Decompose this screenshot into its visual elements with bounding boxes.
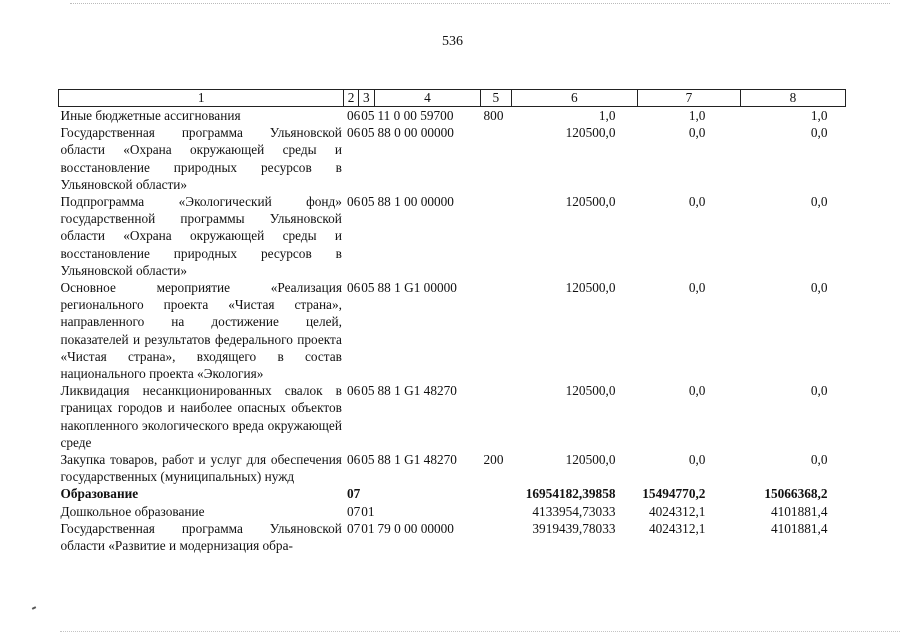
- row-amount-col7: 0,0: [688, 383, 706, 399]
- row-subsection-code: 05: [361, 194, 375, 210]
- header-cell: 2: [344, 90, 358, 107]
- row-subsection-code: 01: [361, 503, 375, 519]
- row-amount-col6: 4133954,73033: [532, 503, 616, 519]
- header-cell: 8: [740, 90, 845, 107]
- row-name: Основное мероприятие «Реализация регионального проекта «Чистая страна», направленного на достижение целей, показателей и результатов федерального проекта «Чистая страна», входящего в состав национального проекта «Экология»: [60, 280, 342, 382]
- row-amount-col6: 120500,0: [565, 280, 616, 296]
- row-target-article: [375, 485, 481, 502]
- table-row: [59, 451, 846, 485]
- budget-table: [58, 89, 846, 554]
- row-amount-col8: 0,0: [810, 383, 828, 399]
- scan-edge-top: [70, 3, 890, 4]
- table-row: [59, 279, 846, 382]
- row-section-code: 07: [346, 486, 361, 502]
- header-cell: 5: [481, 90, 512, 107]
- row-name: Ликвидация несанкционированных свалок в границах городов и наиболее опасных объектов накопленного экологического вреда окружающей среде: [60, 383, 342, 450]
- row-target-article: 88 1 G1 48270: [377, 383, 457, 399]
- row-expense-type: [481, 193, 512, 279]
- row-amount-col7: 4024312,1: [648, 503, 706, 519]
- row-expense-type: 800: [483, 108, 504, 123]
- table-row: [59, 520, 846, 554]
- row-subsection-code: [358, 485, 374, 502]
- row-section-code: 07: [346, 520, 361, 536]
- table-body: [59, 107, 846, 555]
- row-amount-col8: 1,0: [810, 108, 828, 123]
- row-name: Дошкольное образование: [60, 503, 205, 519]
- row-expense-type: [481, 382, 512, 451]
- row-amount-col6: 3919439,78033: [532, 520, 616, 536]
- header-cell: 3: [358, 90, 374, 107]
- row-name: Иные бюджетные ассигнования: [60, 108, 241, 123]
- row-subsection-code: 05: [361, 383, 375, 399]
- row-name: Государственная программа Ульяновской области «Охрана окружающей среды и восстановление природных ресурсов в Ульяновской области»: [60, 125, 342, 192]
- scan-mark: [32, 606, 36, 610]
- row-amount-col8: 0,0: [810, 125, 828, 141]
- row-section-code: 06: [346, 125, 361, 141]
- row-amount-col6: 120500,0: [565, 125, 616, 141]
- row-amount-col7: 1,0: [688, 108, 706, 123]
- row-name: Государственная программа Ульяновской области «Развитие и модернизация обра-: [60, 520, 342, 554]
- row-target-article: [375, 503, 481, 520]
- row-amount-col8: 0,0: [810, 194, 828, 210]
- row-amount-col8: 0,0: [810, 280, 828, 296]
- row-name: Подпрограмма «Экологический фонд» государственной программы Ульяновской области «Охрана окружающей среды и восстановление природных ресурсов в Ульяновской области»: [60, 194, 342, 278]
- row-target-article: 88 1 G1 00000: [377, 280, 457, 296]
- header-cell: 6: [511, 90, 637, 107]
- row-section-code: 06: [346, 108, 361, 123]
- row-expense-type: [481, 520, 512, 554]
- row-amount-col6: 16954182,39858: [525, 486, 616, 502]
- table-row: [59, 193, 846, 279]
- row-amount-col6: 120500,0: [565, 194, 616, 210]
- row-target-article: 88 1 G1 48270: [377, 452, 457, 468]
- table-header-row: [59, 90, 846, 107]
- row-name: Закупка товаров, работ и услуг для обеспечения государственных (муниципальных) нужд: [60, 452, 342, 485]
- row-amount-col6: 1,0: [598, 108, 616, 123]
- row-target-article: 88 0 00 00000: [377, 125, 454, 141]
- row-amount-col7: 15494770,2: [642, 486, 706, 502]
- row-amount-col6: 120500,0: [565, 383, 616, 399]
- row-amount-col8: 4101881,4: [770, 503, 828, 519]
- header-cell: 7: [638, 90, 741, 107]
- table-row: [59, 382, 846, 451]
- table-row: [59, 503, 846, 520]
- row-section-code: 06: [346, 383, 361, 399]
- row-target-article: 79 0 00 00000: [377, 520, 454, 536]
- row-subsection-code: 05: [361, 125, 375, 141]
- row-subsection-code: 05: [361, 280, 375, 296]
- row-amount-col7: 0,0: [688, 194, 706, 210]
- row-amount-col7: 0,0: [688, 125, 706, 141]
- row-expense-type: [481, 485, 512, 502]
- row-amount-col7: 4024312,1: [648, 520, 706, 536]
- row-expense-type: [481, 279, 512, 382]
- row-amount-col8: 4101881,4: [770, 520, 828, 536]
- row-target-article: 88 1 00 00000: [377, 194, 454, 210]
- table-row: [59, 124, 846, 193]
- row-expense-type: [481, 503, 512, 520]
- header-cell: 4: [375, 90, 481, 107]
- row-section-code: 07: [346, 503, 361, 519]
- scan-edge-bottom: [60, 631, 900, 632]
- row-amount-col6: 120500,0: [565, 452, 616, 468]
- header-cell: 1: [59, 90, 344, 107]
- row-amount-col8: 0,0: [810, 452, 828, 468]
- row-section-code: 06: [346, 194, 361, 210]
- row-section-code: 06: [346, 280, 361, 296]
- row-subsection-code: 01: [361, 520, 375, 536]
- row-name: Образование: [60, 486, 139, 502]
- table-row: [59, 107, 846, 125]
- table-row: [59, 485, 846, 502]
- page-number: 536: [442, 34, 463, 49]
- row-expense-type: 200: [483, 452, 504, 468]
- row-amount-col8: 15066368,2: [764, 486, 828, 502]
- row-subsection-code: 05: [361, 452, 375, 468]
- row-amount-col7: 0,0: [688, 452, 706, 468]
- row-section-code: 06: [346, 452, 361, 468]
- row-target-article: 11 0 00 59700: [377, 108, 454, 123]
- row-subsection-code: 05: [361, 108, 375, 123]
- row-expense-type: [481, 124, 512, 193]
- row-amount-col7: 0,0: [688, 280, 706, 296]
